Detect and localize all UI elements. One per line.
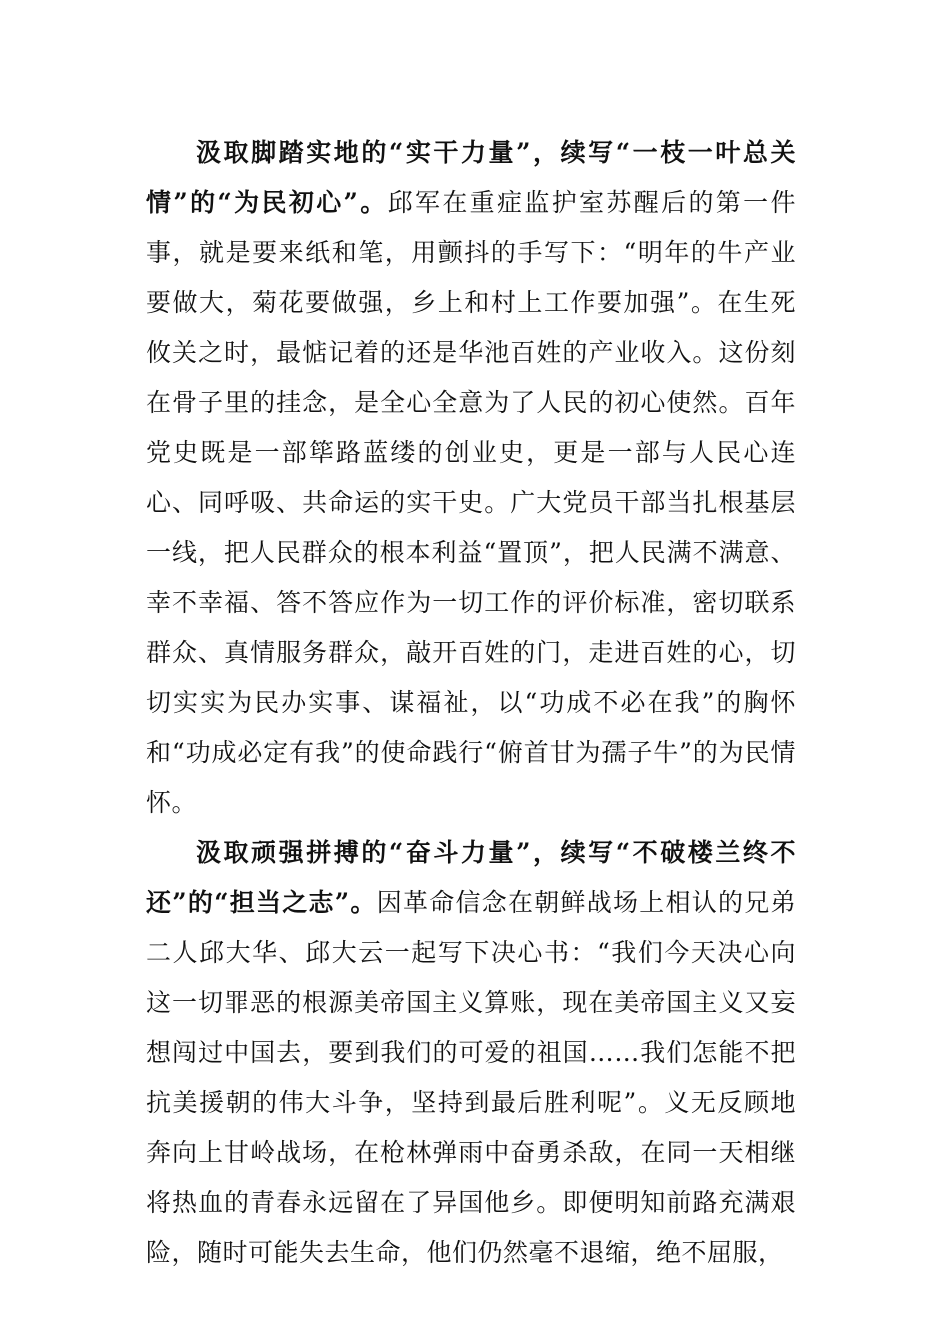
document-body xyxy=(146,128,796,1278)
paragraph-2-lead: 汲取顽强拼搏的“奋斗力量”，续写“不破楼兰终不还”的“担当之志”。 xyxy=(146,838,796,917)
paragraph-1-lead: 汲取脚踏实地的“实干力量”，续写“一枝一叶总关情”的“为民初心”。 xyxy=(146,138,796,217)
paragraph-2 xyxy=(146,828,796,1278)
paragraph-1-body: 邱军在重症监护室苏醒后的第一件事，就是要来纸和笔，用颤抖的手写下：“明年的牛产业要做大，菊花要做强，乡上和村上工作要加强”。在生死攸关之时，最惦记着的还是华池百姓的产业收入。这份刻在骨子里的挂念，是全心全意为了人民的初心使然。百年党史既是一部筚路蓝缕的创业史，更是一部与人民心连心、同呼吸、共命运的实干史。广大党员干部当扎根基层一线，把人民群众的根本利益“置顶”，把人民满不满意、幸不幸福、答不答应作为一切工作的评价标准，密切联系群众、真情服务群众，敲开百姓的门，走进百姓的心，切切实实为民办实事、谋福祉，以“功成不必在我”的胸怀和“功成必定有我”的使命践行“俯首甘为孺子牛”的为民情怀。 xyxy=(146,188,796,817)
paragraph-2-body: 因革命信念在朝鲜战场上相认的兄弟二人邱大华、邱大云一起写下决心书：“我们今天决心向这一切罪恶的根源美帝国主义算账，现在美帝国主义又妄想闯过中国去，要到我们的可爱的祖国……我们怎能不把抗美援朝的伟大斗争，坚持到最后胜利呢”。义无反顾地奔向上甘岭战场，在枪林弹雨中奋勇杀敌，在同一天相继将热血的青春永远留在了异国他乡。即便明知前路充满艰险，随时可能失去生命，他们仍然毫不退缩，绝不屈服， xyxy=(146,888,796,1267)
paragraph-1 xyxy=(146,128,796,828)
